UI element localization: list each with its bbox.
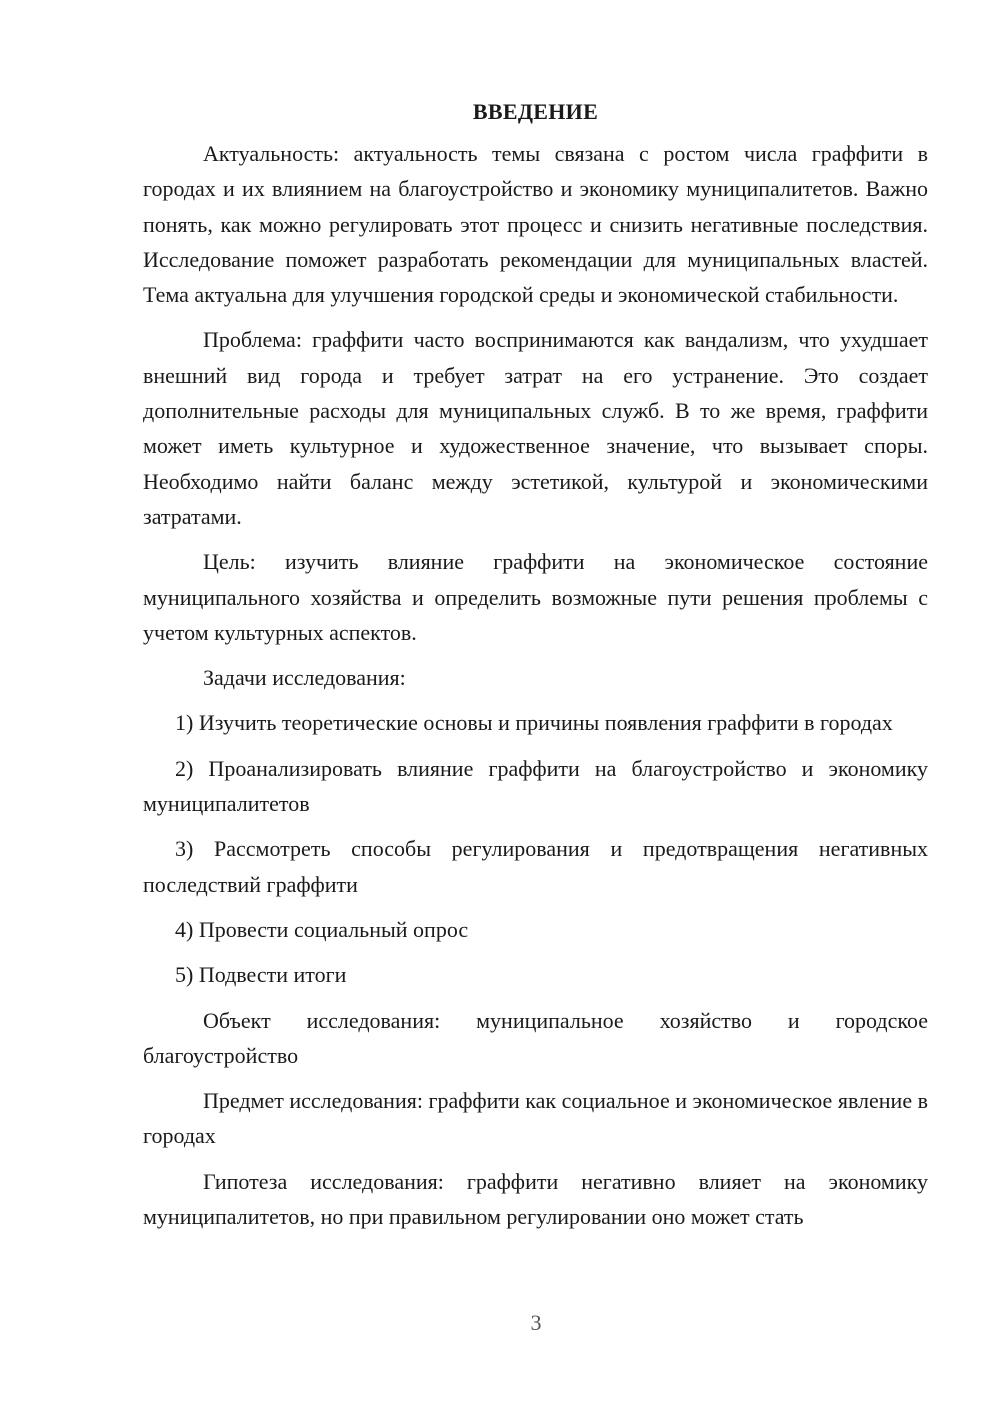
task-item-4: 4) Провести социальный опрос xyxy=(175,916,469,942)
task-item-1: 1) Изучить теоретические основы и причины появления граффити в городах xyxy=(175,710,893,736)
page-title: ВВЕДЕНИЕ xyxy=(472,99,599,124)
page-content xyxy=(143,94,928,1244)
tasks-heading: Задачи исследования: xyxy=(203,665,406,691)
paragraph-relevance: Актуальность: актуальность темы связана с ростом числа граффити в городах и их влиянием на благоустройство и экономику муниципалитетов. Важно понять, как можно регулировать этот процесс и снизить негативные последствия. Исследование поможет разработать рекомендации для муниципальных властей. Тема актуальна для улучшения городской среды и экономической стабильности. xyxy=(143,141,928,308)
paragraph-problem: Проблема: граффити часто воспринимаются как вандализм, что ухудшает внешний вид города и требует затрат на его устранение. Это создает дополнительные расходы для муниципальных служб. В то же время, граффити может иметь культурное и художественное значение, что вызывает споры. Необходимо найти баланс между эстетикой, культурой и экономическими затратами. xyxy=(143,327,928,529)
task-item-3: 3) Рассмотреть способы регулирования и предотвращения негативных последствий граффити xyxy=(143,836,928,897)
page-number: 3 xyxy=(530,1310,542,1335)
paragraph-hypothesis: Гипотеза исследования: граффити негативно влияет на экономику муниципалитетов, но при правильном регулировании оно может стать xyxy=(143,1168,928,1230)
task-item-5: 5) Подвести итоги xyxy=(175,962,347,988)
paragraph-subject: Предмет исследования: граффити как социальное и экономическое явление в городах xyxy=(143,1088,928,1149)
paragraph-goal: Цель: изучить влияние граффити на экономическое состояние муниципального хозяйства и определить возможные пути решения проблемы с учетом культурных аспектов. xyxy=(143,549,928,645)
paragraph-object: Объект исследования: муниципальное хозяйство и городское благоустройство xyxy=(143,1007,928,1068)
task-item-2: 2) Проанализировать влияние граффити на благоустройство и экономику муниципалитетов xyxy=(143,755,928,817)
